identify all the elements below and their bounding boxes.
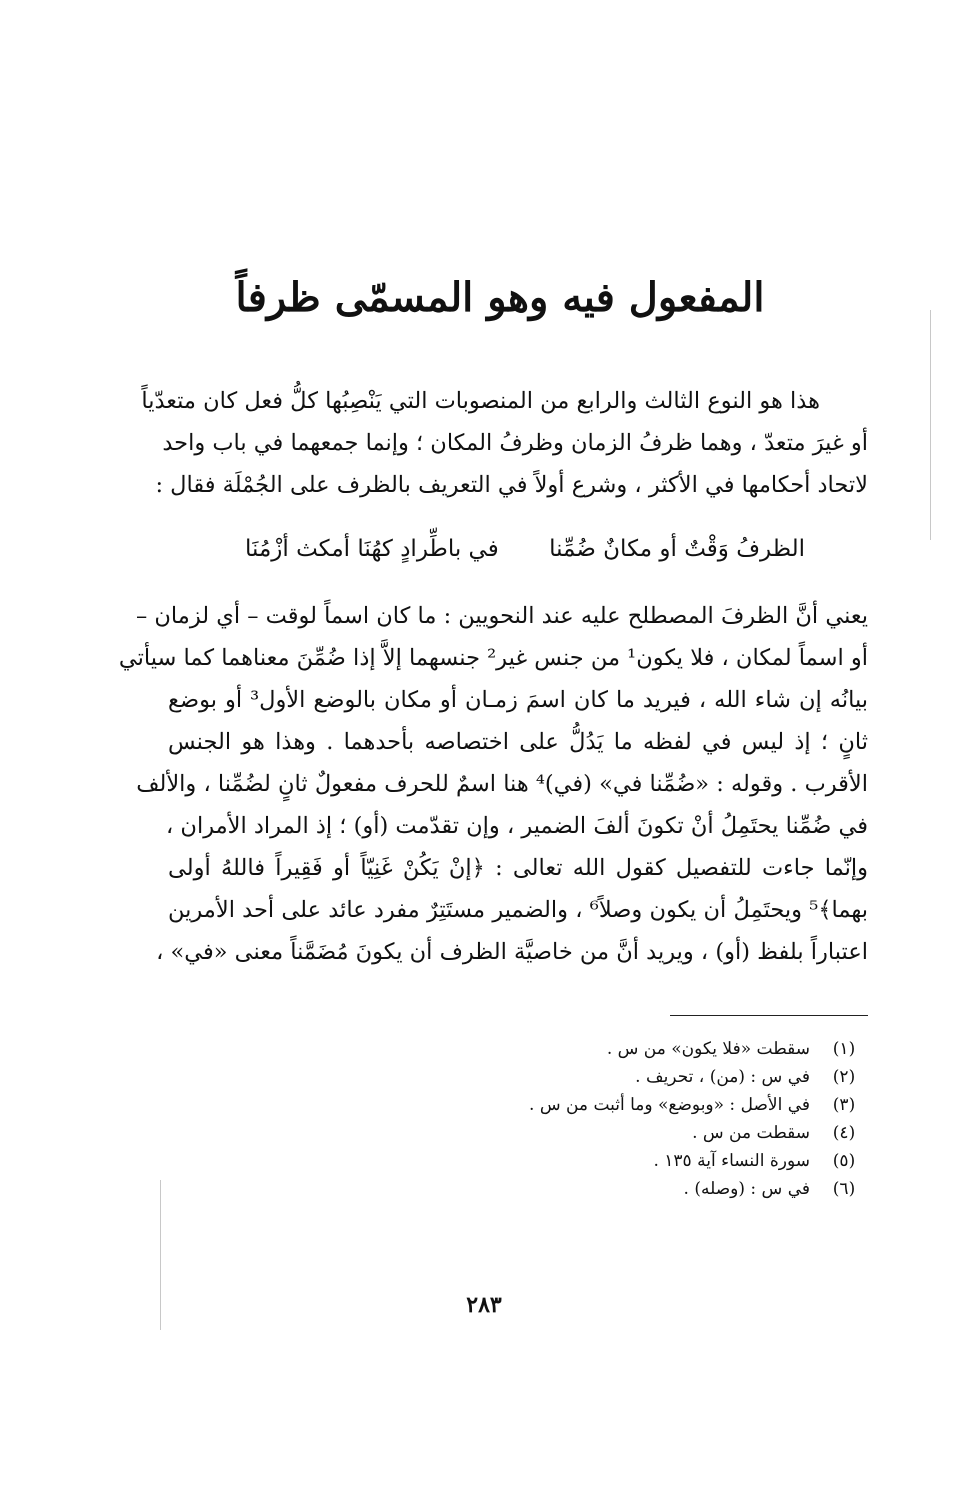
text-line: يعني أنَّ الظرفَ المصطلح عليه عند النحويين : ما كان اسماً لوقت – أي لزمان –: [136, 603, 868, 629]
text-line: بهما﴾⁵ ويحتَمِلُ أن يكون وصلاً⁶ ، والضمير مستَتِرٌ مفرد عائد على أحد الأمرين: [168, 897, 868, 923]
poem-verse: [245, 526, 805, 572]
text-line: في ضُمِّنا يحتَمِلُ أنْ تكونَ ألفَ الضمير ، وإن تقدّمت (أو) ؛ إذ المراد الأمران ،: [166, 813, 868, 839]
footnote-item: [300, 1119, 868, 1147]
text-line: بيانُه إن شاء الله ، فيريد ما كان اسمَ زمـان أو مكان بالوضع الأول³ أو بوضع: [168, 687, 868, 713]
footnote-number: (٢): [832, 1067, 856, 1087]
scan-margin-line-right: [930, 310, 931, 540]
footnotes: [300, 1035, 868, 1203]
text-line: أو اسماً لمكان ، فلا يكون¹ من جنس غير² جنسهما إلاَّ إذا ضُمِّنَ معناهما كما سيأتي: [118, 645, 868, 671]
text-line: ثانٍ ؛ إذ ليس في لفظه ما يَدُلُّ على اختصاصه بأحدهما . وهذا هو الجنس: [168, 729, 868, 755]
footnote-separator: [670, 1015, 868, 1016]
text-line: اعتباراً بلفظ (أو) ، ويريد أنَّ من خاصيَّة الظرف أن يكونَ مُضَمَّناً معنى «في» ،: [156, 939, 868, 965]
scan-margin-line-left: [160, 1180, 161, 1330]
footnote-item: [300, 1063, 868, 1091]
footnote-text: في الأصل : «وبوضع» وما أثبت من س .: [529, 1095, 810, 1115]
text-line: الأقرب . وقوله : «ضُمِّنا في» (في)⁴ هنا اسمٌ للحرف مفعولٌ ثانٍ لضُمِّنا ، والألف: [136, 771, 868, 797]
paragraph-commentary: [118, 595, 868, 973]
footnote-item: [300, 1091, 868, 1119]
chapter-title: المفعول فيه وهو المسمّى ظرفاً: [235, 274, 765, 321]
text-line: وإنّما جاءت للتفصيل كقول الله تعالى : ﴿إنْ يَكُنْ غَنِيّاً أو فَقِيراً فاللهُ أولى: [168, 855, 868, 881]
paragraph-intro: [141, 380, 868, 506]
verse-first-hemistich: الظرفُ وَقْتٌ أو مكانٌ ضُمِّنا: [549, 536, 805, 562]
footnote-text: سقطت من س .: [692, 1123, 810, 1143]
footnote-text: في س : (وصله) .: [683, 1179, 810, 1199]
footnote-text: في س : (من) ، تحريف .: [635, 1067, 810, 1087]
footnote-number: (١): [832, 1039, 856, 1059]
verse-second-hemistich: في باطِّرادٍ كهُنَا أمكث أزْمُنَا: [245, 536, 499, 562]
footnote-number: (٣): [832, 1095, 856, 1115]
text-line: لاتحاد أحكامها في الأكثر ، وشرع أولاً في التعريف بالظرف على الجُمْلَة فقال :: [155, 472, 868, 498]
text-line: هذا هو النوع الثالث والرابع من المنصوبات التي يَنْصِبُها كلُّ فعل كان متعدّياً: [141, 388, 820, 414]
footnote-number: (٤): [832, 1123, 856, 1143]
footnote-text: سقطت «فلا يكون» من س .: [606, 1039, 810, 1059]
footnote-number: (٥): [832, 1151, 856, 1171]
footnote-item: [300, 1175, 868, 1203]
footnote-number: (٦): [832, 1179, 856, 1199]
page-number: ٢٨٣: [466, 1292, 502, 1318]
footnote-text: سورة النساء آية ١٣٥ .: [653, 1151, 810, 1171]
text-line: أو غيرَ متعدّ ، وهما ظرفُ الزمان وظرفُ المكان ؛ وإنما جمعهما في باب واحد: [162, 430, 868, 456]
footnote-item: [300, 1147, 868, 1175]
footnote-item: [300, 1035, 868, 1063]
